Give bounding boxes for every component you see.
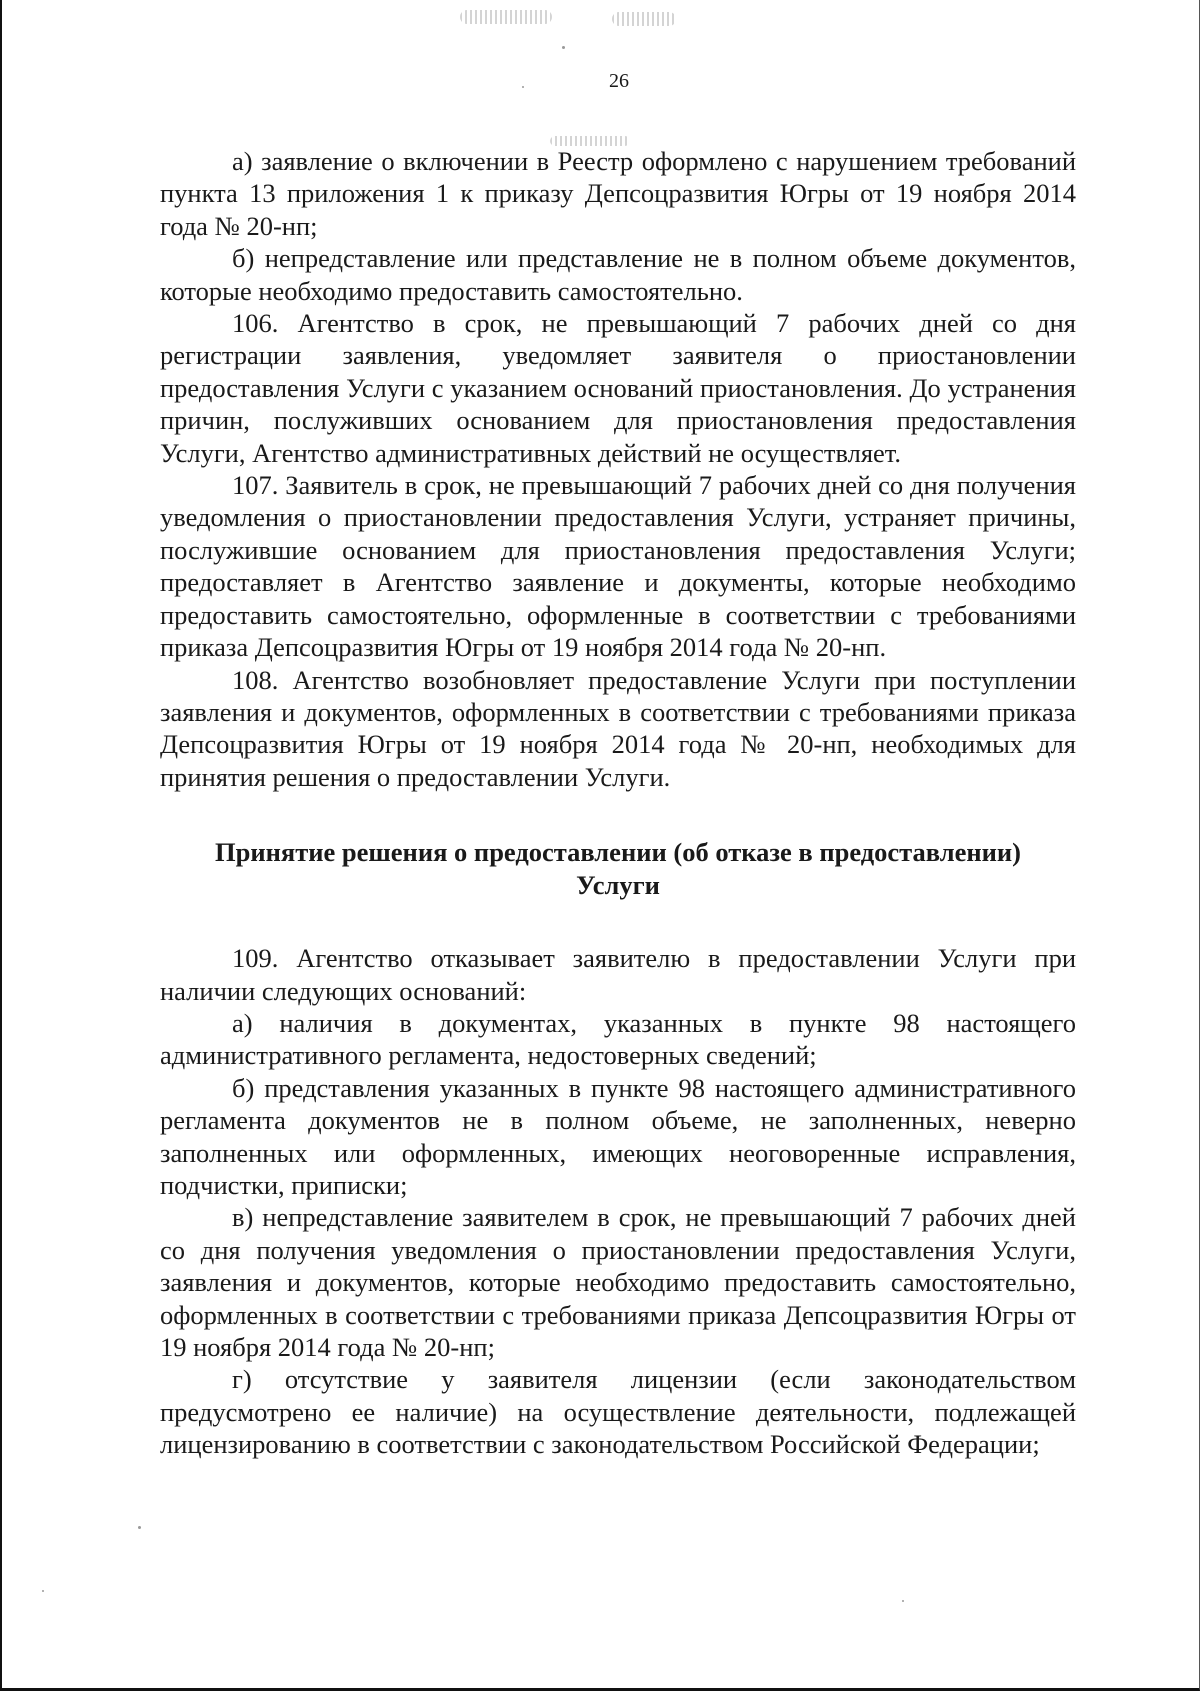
section-heading [160, 836, 1076, 902]
scan-artifact [562, 46, 565, 49]
paragraph-109-g: г) отсутствие у заявителя лицензии (если законодательством предусмотрено ее наличие) на осуществление деятельности, подлежащей лицензированию в соответствии с законодательством Российской Федерации; [160, 1364, 1076, 1460]
scan-artifact [138, 1526, 141, 1529]
paragraph-107: 107. Заявитель в срок, не превышающий 7 рабочих дней со дня получения уведомления о приостановлении предоставления Услуги, устраняет причины, послужившие основанием для приостановления предоставления Услуги; предоставляет в Агентство заявление и документы, которые необходимо предоставить самостоятельно, оформленные в соответствии с требованиями приказа Депсоцразвития Югры от 19 ноября 2014 года № 20-нп. [160, 470, 1076, 663]
paragraph-109: 109. Агентство отказывает заявителю в предоставлении Услуги при наличии следующих оснований: [160, 943, 1076, 1006]
paragraph-a-reestr: а) заявление о включении в Реестр оформлено с нарушением требований пункта 13 приложения 1 к приказу Депсоцразвития Югры от 19 ноября 2014 года № 20-нп; [160, 146, 1076, 241]
page-number: 26 [609, 70, 629, 92]
scan-artifact [460, 10, 552, 24]
document-body [160, 145, 1076, 1461]
paragraph-109-v: в) непредставление заявителем в срок, не превышающий 7 рабочих дней со дня получения уведомления о приостановлении предоставления Услуги, заявления и документов, которые необходимо предоставить самостоятельно, оформленных в соответствии с требованиями приказа Депсоцразвития Югры от 19 ноября 2014 года № 20-нп; [160, 1202, 1076, 1362]
paragraph-109-b: б) представления указанных в пункте 98 настоящего административного регламента документов не в полном объеме, не заполненных, неверно заполненных или оформленных, имеющих неоговоренные исправления, подчистки, приписки; [160, 1072, 1076, 1200]
scan-artifact [902, 1600, 904, 1602]
section-heading-line-1: Принятие решения о предоставлении (об отказе в предоставлении) [215, 837, 1021, 868]
paragraph-106: 106. Агентство в срок, не превышающий 7 рабочих дней со дня регистрации заявления, уведомляет заявителя о приостановлении предоставления Услуги с указанием оснований приостановления. До устранения причин, послуживших основанием для приостановления предоставления Услуги, Агентство административных действий не осуществляет. [160, 308, 1076, 468]
scan-artifact [612, 12, 676, 26]
section-heading-line-2: Услуги [576, 870, 660, 901]
paragraph-108: 108. Агентство возобновляет предоставление Услуги при поступлении заявления и документов, оформленных в соответствии с требованиями приказа Депсоцразвития Югры от 19 ноября 2014 года № 20-нп, необходимых для принятия решения о предоставлении Услуги. [160, 664, 1076, 792]
paragraph-109-a: а) наличия в документах, указанных в пункте 98 настоящего административного регламента, недостоверных сведений; [160, 1007, 1076, 1071]
paragraph-b-documents: б) непредставление или представление не в полном объеме документов, которые необходимо предоставить самостоятельно. [160, 243, 1076, 306]
scan-artifact [42, 1590, 44, 1592]
